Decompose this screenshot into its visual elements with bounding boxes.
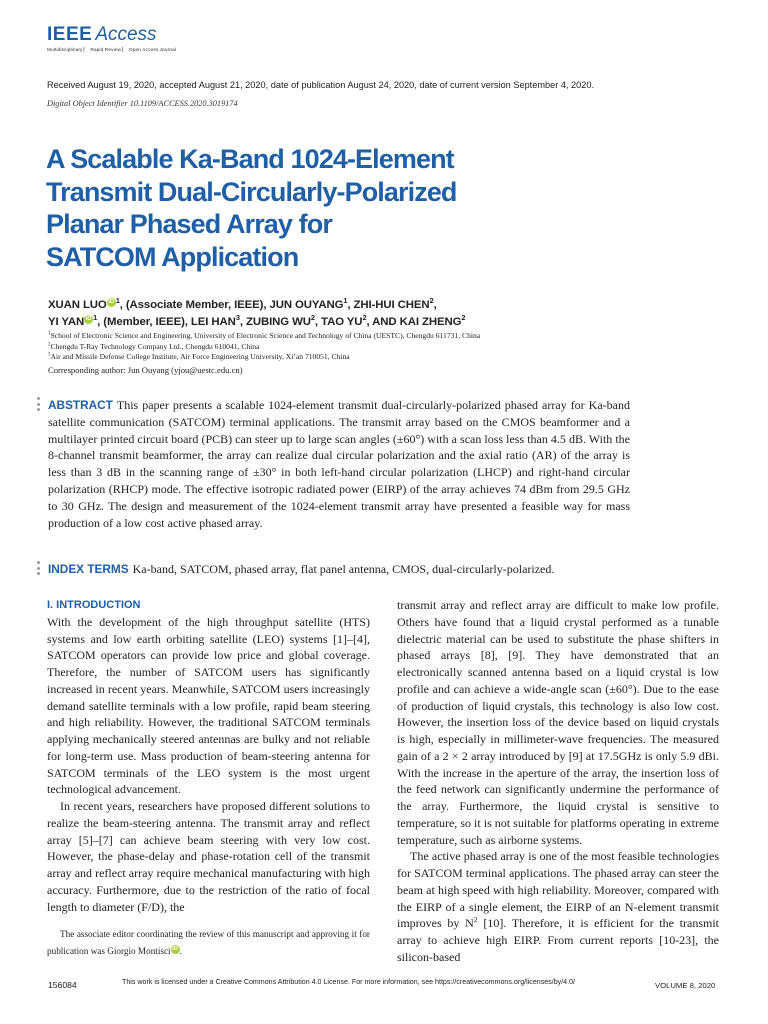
index-terms-label: INDEX TERMS <box>48 562 129 576</box>
author-text: , TAO YU <box>314 316 363 328</box>
volume-label: VOLUME 8, 2020 <box>655 981 716 990</box>
abstract-block <box>48 397 630 531</box>
right-column <box>397 597 719 966</box>
orcid-icon[interactable]: iD <box>172 945 179 952</box>
title-line: A Scalable Ka-Band 1024-Element <box>46 144 454 174</box>
section-marker-icon <box>37 561 41 578</box>
paragraph: With the development of the high throughput satellite (HTS) systems and low earth orbiting satellite (LEO) systems [1]–[4], SATCOM operators can provide low price and global coverage. Therefore, the number of SATCOM users has significantly increased in recent years. Meanwhile, SATCOM users increasingly demand satellite terminals with a low profile, rapid beam steering and high reliability. However, the traditional SATCOM terminals applying mechanically steered antennas are bulky and not reliable for long-term use. Mass production of beam-steering antenna for SATCOM terminals of the LEO system is the most urgent technological advancement. <box>47 614 370 797</box>
left-column <box>47 597 370 915</box>
affil-sup: 2 <box>310 313 315 323</box>
title-line: SATCOM Application <box>46 241 299 272</box>
affil-sup: 1 <box>93 313 98 323</box>
page-number: 156084 <box>48 980 77 990</box>
index-terms-text: Ka-band, SATCOM, phased array, flat panel antenna, CMOS, dual-circularly-polarized. <box>132 562 555 576</box>
author-text: , (Member, IEEE), LEI HAN <box>97 316 236 328</box>
index-terms-block <box>48 561 630 578</box>
paragraph: transmit array and reflect array are difficult to make low profile. Others have found that a liquid crystal performed as a tunable dielectric material can be used to substitute the phase shifters in phased arrays [8], [9]. They have demonstrated that an electronically scanned antenna based on a liquid crystal is low profile and can achieve a wide-angle scan (±60°). Due to the ease of production of liquid crystals, this technology is also low cost. However, the insertion loss of the device based on liquid crystals is high, especially in millimeter-wave frequencies. The measured gain of a 2 × 2 array introduced by [9] at 17.5GHz is only 5.9 dBi. With the increase in the aperture of the array, the insertion loss of the feed network can significantly undermine the performance of the array. Furthermore, the liquid crystal is sensitive to temperature, so it is not suitable for platforms operating in extreme temperature, such as airborne systems. <box>397 598 719 847</box>
affiliation-item: $^1$School of Electronic Science and Engineering, University of Electronic Science and Technology of China (UESTC), Chengdu 611731, China <box>48 331 481 340</box>
paper-title <box>46 143 566 273</box>
logo-access-text: Access <box>95 24 157 45</box>
author-name: YI YAN <box>48 316 85 328</box>
license-notice[interactable]: This work is licensed under a Creative Commons Attribution 4.0 License. For more information, see https://creativecommons.org/licenses/by/4.0/ <box>122 978 576 986</box>
title-line: Planar Phased Array for <box>46 209 332 239</box>
logo-ieee-text: IEEE <box>47 24 93 45</box>
affil-sup: 2 <box>362 313 367 323</box>
affiliation-item: $^3$Air and Missile Defense College Institute, Air Force Engineering University, Xi’an 710051, China <box>48 352 350 361</box>
corresponding-author: Corresponding author: Jun Ouyang (yjou@uestc.edu.cn) <box>48 365 243 375</box>
section-marker-icon <box>37 397 41 414</box>
paragraph: In recent years, researchers have proposed different solutions to realize the beam-steering antenna. The transmit array and reflect array [5]–[7] can achieve beam steering with very low cost. However, the phase-delay and phase-rotation cell of the transmit array and reflect array require mechanical manufacturing with high accuracy. Furthermore, due to the restriction of the ratio of focal length to diameter (F/D), the <box>47 799 370 914</box>
abstract-text: This paper presents a scalable 1024-element transmit dual-circularly-polarized phased array for Ka-band satellite communication (SATCOM) terminal applications. The transmit array based on the CMOS beamformer and a multilayer printed circuit board (PCB) can steer up to large scan angles (±60°) with a scan loss less than 4.5 dB. With the 8-channel transmit beamformer, the array can realize dual circular polarization and the axial ratio (AR) of the array is less than 3 dB in the scanning range of ±30° in both left-hand circular polarization (LHCP) and right-hand circular polarization (RHCP) mode. The effective isotropic radiated power (EIRP) of the array achieves 74 dBm from 29.5 GHz to 30 GHz. The design and measurement of the 1024-element transmit array have presented a feasible way for mass production of a low cost active phased array. <box>48 398 630 530</box>
affiliations <box>48 331 480 363</box>
author-text: , <box>433 299 437 311</box>
author-name: XUAN LUO <box>48 299 107 311</box>
affil-sup: 1 <box>115 296 120 306</box>
section-heading: I. INTRODUCTION <box>47 599 141 611</box>
author-text: , ZUBING WU <box>239 316 311 328</box>
footnote-text: The associate editor coordinating the review of this manuscript and approving it for publication was Giorgio Montisci <box>47 929 370 956</box>
author-text: , AND KAI ZHENG <box>366 316 462 328</box>
affil-sup: 1 <box>343 296 348 306</box>
author-text: , (Associate Member, IEEE), JUN OUYANG <box>119 299 344 311</box>
received-dates: Received August 19, 2020, accepted August 21, 2020, date of publication August 24, 2020, date of current version September 4, 2020. <box>47 80 595 90</box>
title-line: Transmit Dual-Circularly-Polarized <box>46 176 457 207</box>
paragraph: The active phased array is one of the most feasible technologies for SATCOM terminal applications. The phased array can steer the beam at high speed with high reliability. Moreover, compared with the EIRP of a single element, the EIRP of an N-element transmit improves by $N^2$ [10]. Therefore, it is efficient for the transmit array to achieve high EIRP. From current reports [10-23], the silicon-based <box>397 849 720 964</box>
orcid-icon[interactable]: iD <box>85 316 92 323</box>
doi-line: Digital Object Identifier 10.1109/ACCESS.2020.3019174 <box>47 99 238 108</box>
author-text: , ZHI-HUI CHEN <box>347 299 430 311</box>
abstract-label: ABSTRACT <box>48 398 113 412</box>
orcid-icon[interactable]: iD <box>108 299 115 306</box>
journal-logo <box>47 24 176 53</box>
affil-sup: 3 <box>235 313 240 323</box>
affiliation-item: $^2$Chengdu T-Ray Technology Company Ltd., Chengdu 610041, China <box>48 341 260 351</box>
journal-tagline: Multidisciplinary ⎸ Rapid Review ⎸ Open Access Journal <box>47 48 177 53</box>
author-list <box>48 297 568 331</box>
editor-footnote: The associate editor coordinating the review of this manuscript and approving it for publication was Giorgio Montisci iD . <box>47 929 370 956</box>
affil-sup: 2 <box>461 313 466 323</box>
affil-sup: 2 <box>429 296 434 306</box>
